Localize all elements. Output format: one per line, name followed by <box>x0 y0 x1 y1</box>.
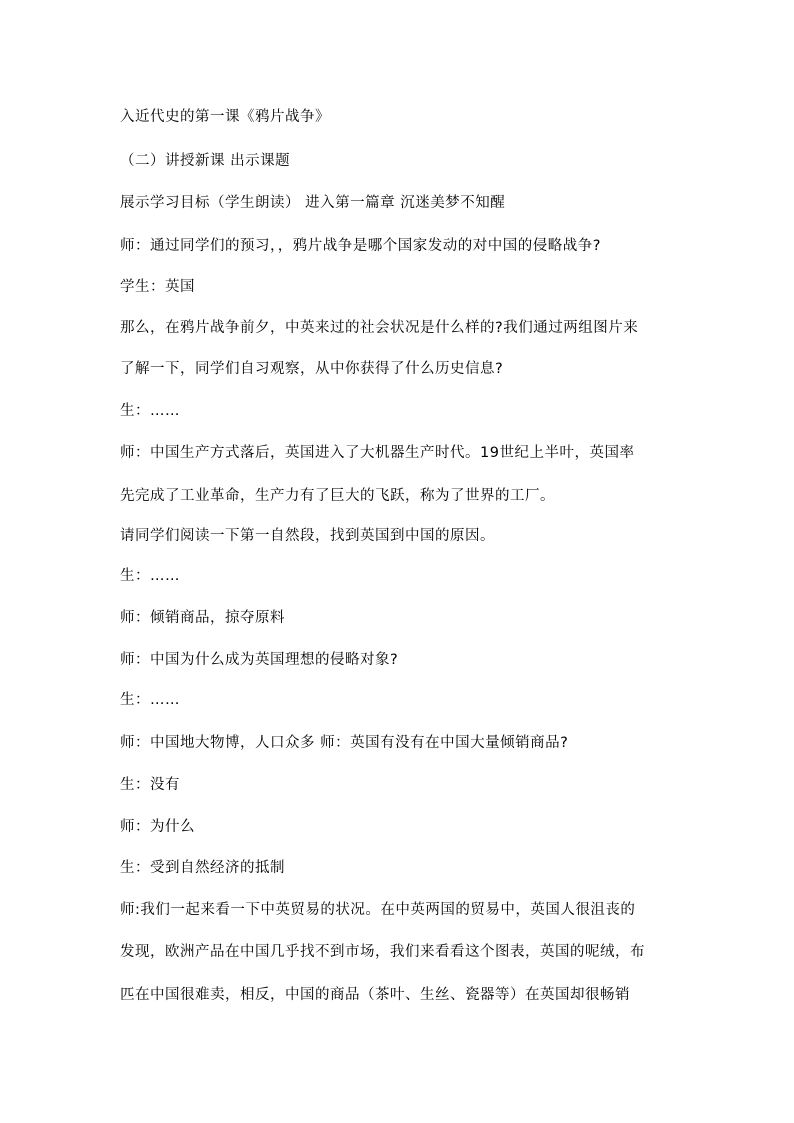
text-line: 发现，欧洲产品在中国几乎找不到市场，我们来看看这个图表，英国的呢绒，布 <box>120 944 645 960</box>
text-line: 学生：英国 <box>120 279 195 295</box>
text-line: 生：没有 <box>120 777 180 793</box>
text-line: 生：…… <box>120 568 180 584</box>
text-line: 生：…… <box>120 692 180 708</box>
text-line: 那么，在鸦片战争前夕，中英来过的社会状况是什么样的?我们通过两组图片来 <box>120 320 639 336</box>
text-line: 师：中国为什么成为英国理想的侵略对象? <box>120 652 399 668</box>
text-line: 展示学习目标（学生朗读） 进入第一篇章 沉迷美梦不知醒 <box>120 195 506 211</box>
text-line: 师：为什么 <box>120 819 195 835</box>
text-line: 生：…… <box>120 403 180 419</box>
text-line: 先完成了工业革命，生产力有了巨大的飞跃，称为了世界的工厂。 <box>120 488 555 504</box>
text-line: 生：受到自然经济的抵制 <box>120 860 285 876</box>
section-heading: （二）讲授新课 出示课题 <box>120 153 291 169</box>
text-line: 了解一下，同学们自习观察，从中你获得了什么历史信息? <box>120 361 504 377</box>
text-line: 师：中国生产方式落后，英国进入了大机器生产时代。19世纪上半叶，英国率 <box>120 445 635 461</box>
text-line: 入近代史的第一课《鸦片战争》 <box>120 109 330 125</box>
text-line: 匹在中国很难卖，相反，中国的商品（茶叶、生丝、瓷器等）在英国却很畅销 <box>120 987 630 1003</box>
text-line: 师：倾销商品，掠夺原料 <box>120 610 285 626</box>
text-line: 师:我们一起来看一下中英贸易的状况。在中英两国的贸易中，英国人很沮丧的 <box>120 902 636 918</box>
text-line: 师：通过同学们的预习，，鸦片战争是哪个国家发动的对中国的侵略战争? <box>120 238 601 254</box>
text-line: 请同学们阅读一下第一自然段，找到英国到中国的原因。 <box>120 528 495 544</box>
text-line: 师：中国地大物博，人口众多 师：英国有没有在中国大量倾销商品? <box>120 735 569 751</box>
